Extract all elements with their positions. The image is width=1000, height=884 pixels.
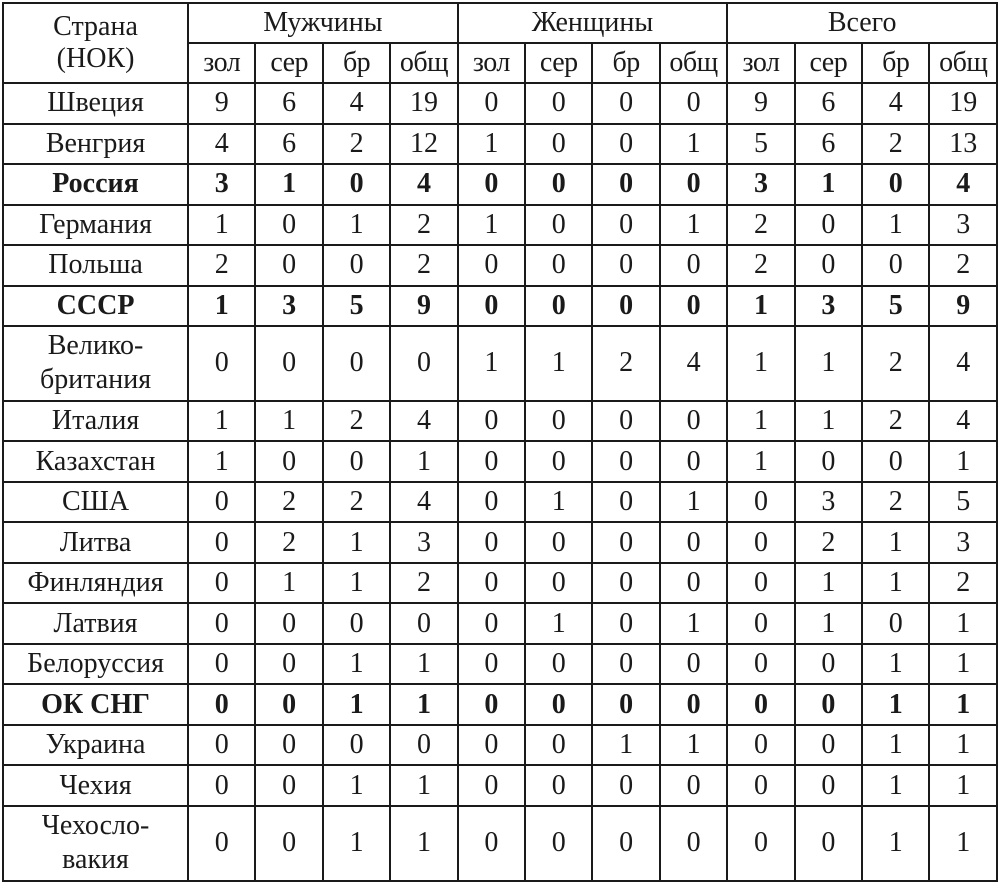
medal-count-cell: 0 bbox=[592, 401, 659, 442]
medal-count-cell: 2 bbox=[862, 401, 929, 442]
medal-count-cell: 4 bbox=[390, 482, 457, 523]
medal-count-cell: 1 bbox=[592, 725, 659, 766]
medal-count-cell: 2 bbox=[592, 326, 659, 401]
medal-count-cell: 0 bbox=[660, 286, 727, 327]
country-cell: ОК СНГ bbox=[3, 684, 188, 725]
medal-count-cell: 0 bbox=[592, 83, 659, 124]
medal-count-cell: 4 bbox=[929, 326, 997, 401]
medal-count-cell: 0 bbox=[660, 644, 727, 685]
medal-count-cell: 0 bbox=[323, 725, 390, 766]
medal-count-cell: 2 bbox=[323, 401, 390, 442]
medal-count-cell: 2 bbox=[390, 245, 457, 286]
medal-count-cell: 4 bbox=[862, 83, 929, 124]
medal-count-cell: 0 bbox=[795, 765, 862, 806]
medal-count-cell: 0 bbox=[795, 684, 862, 725]
medal-count-cell: 0 bbox=[255, 806, 322, 881]
medal-count-cell: 0 bbox=[188, 326, 255, 401]
country-cell: Латвия bbox=[3, 603, 188, 644]
medal-count-cell: 0 bbox=[592, 563, 659, 604]
table-row bbox=[3, 563, 997, 604]
medal-count-cell: 0 bbox=[727, 603, 794, 644]
medal-count-cell: 1 bbox=[795, 326, 862, 401]
medal-count-cell: 0 bbox=[660, 83, 727, 124]
medal-count-cell: 13 bbox=[929, 124, 997, 165]
medal-count-cell: 0 bbox=[525, 725, 592, 766]
medal-count-cell: 2 bbox=[727, 245, 794, 286]
medal-count-cell: 0 bbox=[255, 603, 322, 644]
medal-count-cell: 0 bbox=[255, 644, 322, 685]
medal-count-cell: 0 bbox=[188, 765, 255, 806]
medal-count-cell: 0 bbox=[660, 684, 727, 725]
country-cell: Венгрия bbox=[3, 124, 188, 165]
medal-count-cell: 2 bbox=[390, 563, 457, 604]
table-row bbox=[3, 441, 997, 482]
medal-count-cell: 1 bbox=[390, 684, 457, 725]
medal-count-cell: 0 bbox=[660, 522, 727, 563]
country-cell: Россия bbox=[3, 164, 188, 205]
header-total-bronze: бр bbox=[862, 43, 929, 83]
medal-count-cell: 4 bbox=[188, 124, 255, 165]
medal-count-cell: 0 bbox=[795, 644, 862, 685]
medal-count-cell: 12 bbox=[390, 124, 457, 165]
medal-count-cell: 0 bbox=[188, 684, 255, 725]
header-women-overall: общ bbox=[660, 43, 727, 83]
medal-count-cell: 2 bbox=[862, 124, 929, 165]
medal-count-cell: 1 bbox=[660, 482, 727, 523]
medal-count-cell: 0 bbox=[525, 245, 592, 286]
medal-count-cell: 6 bbox=[795, 83, 862, 124]
medal-count-cell: 0 bbox=[727, 684, 794, 725]
medal-count-cell: 2 bbox=[795, 522, 862, 563]
medal-count-cell: 0 bbox=[188, 563, 255, 604]
medal-count-cell: 0 bbox=[323, 326, 390, 401]
medal-count-cell: 1 bbox=[458, 124, 525, 165]
medal-count-cell: 1 bbox=[323, 205, 390, 246]
table-row bbox=[3, 326, 997, 401]
medal-count-cell: 0 bbox=[188, 522, 255, 563]
medal-count-cell: 0 bbox=[458, 806, 525, 881]
medal-count-cell: 0 bbox=[255, 765, 322, 806]
medal-count-cell: 4 bbox=[929, 401, 997, 442]
medal-count-cell: 0 bbox=[188, 725, 255, 766]
medal-count-cell: 0 bbox=[592, 522, 659, 563]
country-cell: Велико- британия bbox=[3, 326, 188, 401]
medal-count-cell: 0 bbox=[660, 164, 727, 205]
medal-count-cell: 1 bbox=[862, 205, 929, 246]
medal-count-cell: 1 bbox=[323, 644, 390, 685]
country-cell: Украина bbox=[3, 725, 188, 766]
medal-count-cell: 0 bbox=[727, 563, 794, 604]
header-men-bronze: бр bbox=[323, 43, 390, 83]
medal-count-cell: 1 bbox=[929, 441, 997, 482]
medal-count-cell: 1 bbox=[323, 522, 390, 563]
medal-count-cell: 9 bbox=[727, 83, 794, 124]
header-men: Мужчины bbox=[188, 3, 458, 43]
country-cell: Италия bbox=[3, 401, 188, 442]
medal-count-cell: 1 bbox=[323, 765, 390, 806]
medal-count-cell: 1 bbox=[323, 806, 390, 881]
medal-count-cell: 1 bbox=[929, 765, 997, 806]
medal-count-cell: 1 bbox=[390, 806, 457, 881]
table-row bbox=[3, 603, 997, 644]
medal-count-cell: 1 bbox=[188, 205, 255, 246]
header-women: Женщины bbox=[458, 3, 728, 43]
medal-count-cell: 0 bbox=[188, 644, 255, 685]
medal-count-cell: 0 bbox=[255, 245, 322, 286]
medal-count-cell: 0 bbox=[862, 441, 929, 482]
medal-count-cell: 3 bbox=[188, 164, 255, 205]
medal-count-cell: 0 bbox=[255, 725, 322, 766]
medal-count-cell: 5 bbox=[929, 482, 997, 523]
medal-count-cell: 5 bbox=[727, 124, 794, 165]
medal-count-cell: 0 bbox=[660, 563, 727, 604]
table-row bbox=[3, 765, 997, 806]
medal-count-cell: 0 bbox=[458, 522, 525, 563]
table-row bbox=[3, 286, 997, 327]
medal-count-cell: 3 bbox=[795, 482, 862, 523]
medal-count-cell: 0 bbox=[592, 684, 659, 725]
medal-count-cell: 4 bbox=[390, 401, 457, 442]
medal-count-cell: 9 bbox=[188, 83, 255, 124]
medal-count-cell: 2 bbox=[255, 522, 322, 563]
medal-count-cell: 0 bbox=[525, 806, 592, 881]
medal-count-cell: 0 bbox=[660, 441, 727, 482]
medal-count-cell: 4 bbox=[660, 326, 727, 401]
medal-count-cell: 0 bbox=[458, 83, 525, 124]
medal-count-cell: 0 bbox=[592, 644, 659, 685]
table-row bbox=[3, 684, 997, 725]
medal-count-cell: 5 bbox=[323, 286, 390, 327]
medal-count-cell: 1 bbox=[727, 326, 794, 401]
medal-count-cell: 1 bbox=[188, 441, 255, 482]
country-cell: Швеция bbox=[3, 83, 188, 124]
medal-count-cell: 0 bbox=[323, 441, 390, 482]
medal-count-cell: 1 bbox=[929, 806, 997, 881]
medal-count-cell: 0 bbox=[525, 563, 592, 604]
medal-count-cell: 3 bbox=[727, 164, 794, 205]
medal-count-cell: 3 bbox=[929, 522, 997, 563]
country-cell: Белоруссия bbox=[3, 644, 188, 685]
medal-table bbox=[2, 2, 998, 882]
medal-count-cell: 0 bbox=[795, 205, 862, 246]
medal-count-cell: 0 bbox=[727, 806, 794, 881]
medal-count-cell: 1 bbox=[660, 603, 727, 644]
medal-count-cell: 19 bbox=[929, 83, 997, 124]
medal-count-cell: 1 bbox=[727, 401, 794, 442]
medal-count-cell: 2 bbox=[390, 205, 457, 246]
medal-count-cell: 1 bbox=[525, 603, 592, 644]
medal-count-cell: 6 bbox=[795, 124, 862, 165]
medal-count-cell: 0 bbox=[862, 164, 929, 205]
medal-count-cell: 1 bbox=[188, 286, 255, 327]
medal-count-cell: 1 bbox=[458, 326, 525, 401]
medal-count-cell: 0 bbox=[458, 684, 525, 725]
medal-count-cell: 0 bbox=[592, 164, 659, 205]
medal-count-cell: 0 bbox=[660, 806, 727, 881]
medal-count-cell: 0 bbox=[727, 765, 794, 806]
medal-count-cell: 0 bbox=[255, 441, 322, 482]
medal-count-cell: 0 bbox=[525, 684, 592, 725]
medal-count-cell: 0 bbox=[795, 806, 862, 881]
medal-count-cell: 0 bbox=[795, 725, 862, 766]
medal-count-cell: 0 bbox=[592, 245, 659, 286]
medal-count-cell: 0 bbox=[525, 644, 592, 685]
medal-count-cell: 1 bbox=[795, 563, 862, 604]
medal-count-cell: 1 bbox=[929, 603, 997, 644]
medal-count-cell: 2 bbox=[188, 245, 255, 286]
medal-count-cell: 0 bbox=[592, 806, 659, 881]
medal-count-cell: 1 bbox=[862, 684, 929, 725]
country-cell: Литва bbox=[3, 522, 188, 563]
medal-count-cell: 0 bbox=[255, 684, 322, 725]
medal-count-cell: 0 bbox=[458, 563, 525, 604]
country-cell: Польша bbox=[3, 245, 188, 286]
medal-count-cell: 0 bbox=[525, 124, 592, 165]
medal-count-cell: 1 bbox=[795, 401, 862, 442]
medal-count-cell: 4 bbox=[390, 164, 457, 205]
medal-count-cell: 2 bbox=[862, 482, 929, 523]
header-men-gold: зол bbox=[188, 43, 255, 83]
medal-count-cell: 1 bbox=[525, 326, 592, 401]
medal-count-cell: 0 bbox=[458, 245, 525, 286]
medal-count-cell: 1 bbox=[795, 603, 862, 644]
country-cell: Германия bbox=[3, 205, 188, 246]
medal-count-cell: 0 bbox=[592, 124, 659, 165]
table-row bbox=[3, 401, 997, 442]
medal-count-cell: 0 bbox=[390, 603, 457, 644]
medal-count-cell: 0 bbox=[458, 765, 525, 806]
medal-count-cell: 1 bbox=[390, 441, 457, 482]
medal-count-cell: 0 bbox=[458, 603, 525, 644]
medal-count-cell: 2 bbox=[323, 482, 390, 523]
medal-count-cell: 6 bbox=[255, 124, 322, 165]
medal-count-cell: 2 bbox=[323, 124, 390, 165]
header-total: Всего bbox=[727, 3, 997, 43]
header-women-bronze: бр bbox=[592, 43, 659, 83]
medal-count-cell: 1 bbox=[727, 441, 794, 482]
medal-count-cell: 1 bbox=[862, 522, 929, 563]
medal-count-cell: 0 bbox=[727, 482, 794, 523]
medal-count-cell: 0 bbox=[390, 326, 457, 401]
medal-count-cell: 1 bbox=[660, 725, 727, 766]
medal-count-cell: 0 bbox=[525, 522, 592, 563]
medal-count-cell: 0 bbox=[458, 164, 525, 205]
medal-count-cell: 0 bbox=[592, 765, 659, 806]
header-row-groups bbox=[3, 3, 997, 43]
medal-count-cell: 0 bbox=[727, 644, 794, 685]
medal-count-cell: 0 bbox=[525, 401, 592, 442]
medal-count-cell: 6 bbox=[255, 83, 322, 124]
medal-count-cell: 1 bbox=[862, 725, 929, 766]
medal-count-cell: 1 bbox=[929, 684, 997, 725]
medal-count-cell: 19 bbox=[390, 83, 457, 124]
table-row bbox=[3, 522, 997, 563]
header-total-gold: зол bbox=[727, 43, 794, 83]
medal-count-cell: 4 bbox=[323, 83, 390, 124]
medal-count-cell: 0 bbox=[592, 482, 659, 523]
header-total-silver: сер bbox=[795, 43, 862, 83]
medal-count-cell: 0 bbox=[458, 401, 525, 442]
medal-count-cell: 0 bbox=[188, 806, 255, 881]
table-row bbox=[3, 205, 997, 246]
medal-count-cell: 1 bbox=[795, 164, 862, 205]
header-men-overall: общ bbox=[390, 43, 457, 83]
table-row bbox=[3, 164, 997, 205]
medal-count-cell: 4 bbox=[929, 164, 997, 205]
medal-count-cell: 0 bbox=[525, 83, 592, 124]
medal-count-cell: 3 bbox=[390, 522, 457, 563]
medal-count-cell: 0 bbox=[525, 765, 592, 806]
header-women-silver: сер bbox=[525, 43, 592, 83]
medal-count-cell: 5 bbox=[862, 286, 929, 327]
medal-count-cell: 0 bbox=[525, 164, 592, 205]
medal-count-cell: 1 bbox=[862, 806, 929, 881]
medal-count-cell: 0 bbox=[255, 205, 322, 246]
medal-count-cell: 0 bbox=[862, 245, 929, 286]
medal-count-cell: 0 bbox=[458, 725, 525, 766]
medal-count-cell: 9 bbox=[929, 286, 997, 327]
medal-count-cell: 1 bbox=[525, 482, 592, 523]
medal-count-cell: 1 bbox=[727, 286, 794, 327]
medal-count-cell: 0 bbox=[592, 205, 659, 246]
medal-count-cell: 0 bbox=[525, 286, 592, 327]
medal-count-cell: 0 bbox=[525, 205, 592, 246]
country-cell: Чехосло- вакия bbox=[3, 806, 188, 881]
medal-count-cell: 0 bbox=[525, 441, 592, 482]
medal-count-cell: 0 bbox=[323, 245, 390, 286]
header-country: Страна (НОК) bbox=[3, 3, 188, 83]
table-body bbox=[3, 83, 997, 881]
medal-count-cell: 1 bbox=[458, 205, 525, 246]
medal-count-cell: 1 bbox=[323, 684, 390, 725]
table-row bbox=[3, 124, 997, 165]
country-cell: США bbox=[3, 482, 188, 523]
medal-count-cell: 1 bbox=[660, 205, 727, 246]
medal-count-cell: 0 bbox=[323, 603, 390, 644]
medal-count-cell: 0 bbox=[660, 765, 727, 806]
medal-count-cell: 1 bbox=[255, 563, 322, 604]
medal-count-cell: 1 bbox=[660, 124, 727, 165]
medal-count-cell: 0 bbox=[592, 603, 659, 644]
header-men-silver: сер bbox=[255, 43, 322, 83]
table-row bbox=[3, 83, 997, 124]
medal-count-cell: 0 bbox=[458, 441, 525, 482]
medal-count-cell: 0 bbox=[390, 725, 457, 766]
medal-count-cell: 0 bbox=[660, 401, 727, 442]
medal-count-cell: 0 bbox=[188, 482, 255, 523]
medal-count-cell: 1 bbox=[862, 644, 929, 685]
header-women-gold: зол bbox=[458, 43, 525, 83]
medal-count-cell: 9 bbox=[390, 286, 457, 327]
table-row bbox=[3, 245, 997, 286]
table-row bbox=[3, 644, 997, 685]
medal-count-cell: 2 bbox=[255, 482, 322, 523]
medal-count-cell: 0 bbox=[255, 326, 322, 401]
medal-count-cell: 0 bbox=[458, 482, 525, 523]
medal-count-cell: 1 bbox=[188, 401, 255, 442]
medal-count-cell: 3 bbox=[929, 205, 997, 246]
medal-count-cell: 0 bbox=[795, 245, 862, 286]
medal-count-cell: 1 bbox=[929, 725, 997, 766]
medal-count-cell: 1 bbox=[255, 401, 322, 442]
medal-count-cell: 1 bbox=[390, 644, 457, 685]
medal-count-cell: 0 bbox=[323, 164, 390, 205]
medal-count-cell: 0 bbox=[727, 725, 794, 766]
medal-count-cell: 0 bbox=[727, 522, 794, 563]
medal-count-cell: 0 bbox=[592, 441, 659, 482]
medal-count-cell: 1 bbox=[862, 563, 929, 604]
medal-count-cell: 0 bbox=[458, 286, 525, 327]
country-cell: СССР bbox=[3, 286, 188, 327]
medal-count-cell: 0 bbox=[592, 286, 659, 327]
country-cell: Финляндия bbox=[3, 563, 188, 604]
medal-count-cell: 1 bbox=[390, 765, 457, 806]
medal-count-cell: 3 bbox=[795, 286, 862, 327]
medal-count-cell: 0 bbox=[458, 644, 525, 685]
table-row bbox=[3, 725, 997, 766]
medal-count-cell: 3 bbox=[255, 286, 322, 327]
medal-count-cell: 0 bbox=[188, 603, 255, 644]
country-cell: Казахстан bbox=[3, 441, 188, 482]
medal-count-cell: 2 bbox=[862, 326, 929, 401]
table-row bbox=[3, 482, 997, 523]
medal-count-cell: 1 bbox=[862, 765, 929, 806]
medal-count-cell: 1 bbox=[929, 644, 997, 685]
medal-count-cell: 1 bbox=[323, 563, 390, 604]
medal-count-cell: 2 bbox=[929, 245, 997, 286]
medal-count-cell: 1 bbox=[255, 164, 322, 205]
header-total-overall: общ bbox=[929, 43, 997, 83]
medal-count-cell: 2 bbox=[727, 205, 794, 246]
medal-count-cell: 0 bbox=[862, 603, 929, 644]
medal-count-cell: 2 bbox=[929, 563, 997, 604]
table-row bbox=[3, 806, 997, 881]
country-cell: Чехия bbox=[3, 765, 188, 806]
medal-count-cell: 0 bbox=[660, 245, 727, 286]
medal-count-cell: 0 bbox=[795, 441, 862, 482]
